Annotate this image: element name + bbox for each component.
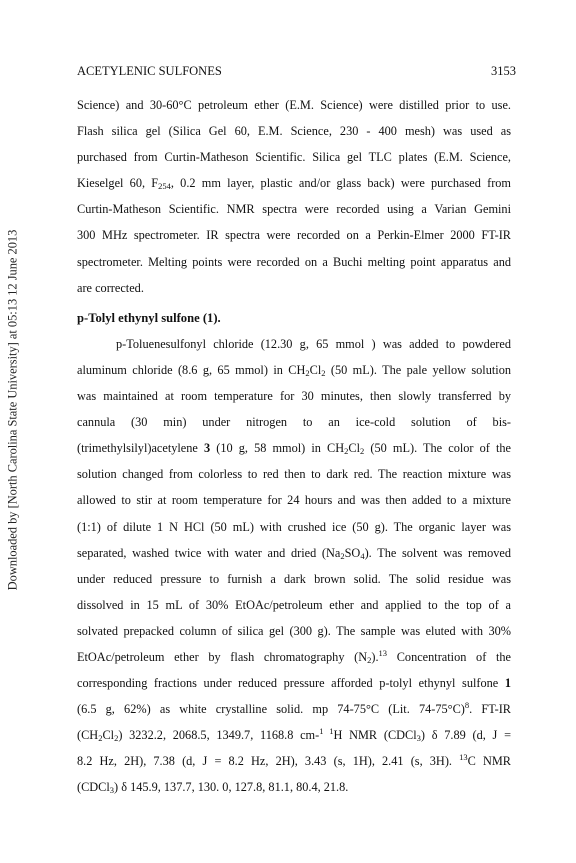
page-number: 3153 (491, 64, 516, 78)
text-line: separated, washed twice with water and dried $(Na_2SO_4)$. The solvent was removed (77, 545, 511, 561)
text-line: $(CH_2Cl_2)$ 3232.2, 2068.5, 1349.7, 1168.8 cm-$^1$ $^1$H NMR (CDCl$_3$) δ 7.89 (d, J = (77, 726, 511, 744)
text-line: (trimethylsilyl)acetylene 3 (10 g, 58 mmol) in $CH_2Cl_2$ (50 mL). The color of the (77, 441, 512, 457)
text-line: (CDCl$_3$) δ 145.9, 137.7, 130. 0, 127.8, 81.1, 80.4, 21.8. (77, 780, 349, 796)
text-line: (1:1) of dilute 1 N HCl (50 mL) with crushed ice (50 g). The organic layer was (77, 519, 511, 534)
text-line: 8.2 Hz, 2H), 7.38 (d, J = 8.2 Hz, 2H), 3.43 (s, 1H), 2.41 (s, 3H). $^{13}$C NMR (77, 752, 512, 769)
section-heading: p-Tolyl ethynyl sulfone (1). (77, 310, 221, 325)
text-line: under reduced pressure to furnish a dark brown solid. The solid residue was (77, 571, 511, 586)
article-body (77, 92, 511, 801)
running-title: ACETYLENIC SULFONES (77, 64, 222, 78)
text-line: allowed to stir at room temperature for 24 hours and was then added to a mixture (77, 493, 511, 508)
text-line: Science) and 30-60°C petroleum ether (E.M. Science) were distilled prior to use. (77, 98, 511, 112)
text-line: 300 MHz spectrometer. IR spectra were recorded on a Perkin-Elmer 2000 FT-IR (77, 228, 511, 243)
text-line: solvated prepacked column of silica gel (300 g). The sample was eluted with 30% (77, 623, 511, 638)
text-line: corresponding fractions under reduced pressure afforded p-tolyl ethynyl sulfone 1 (77, 676, 511, 691)
download-watermark (3, 140, 23, 680)
text-line: Curtin-Matheson Scientific. NMR spectra were recorded using a Varian Gemini (77, 202, 511, 217)
text-line: Flash silica gel (Silica Gel 60, E.M. Science, 230 - 400 mesh) was used as (77, 124, 511, 139)
text-line: (6.5 g, 62%) as white crystalline solid. mp 74-75°C (Lit. 74-75°C)$^8$. FT-IR (77, 700, 511, 717)
text-line: was maintained at room temperature for 30 minutes, then slowly transferred by (77, 389, 511, 404)
running-header (77, 64, 516, 79)
text-line: spectrometer. Melting points were recorded on a Buchi melting point apparatus and (77, 254, 511, 269)
text-line: cannula (30 min) under nitrogen to an ice-cold solution of bis- (77, 415, 511, 430)
text-line: dissolved in 15 mL of 30% EtOAc/petroleum ether and applied to the top of a (77, 597, 511, 612)
text-line: EtOAc/petroleum ether by flash chromatography $(N_2).^{13}$ Concentration of the (77, 647, 511, 665)
text-line: are corrected. (77, 280, 144, 295)
text-line: Kieselgel 60, $F_{254}$, 0.2 mm layer, plastic and/or glass back) were purchased from (77, 176, 511, 192)
text-line: aluminum chloride (8.6 g, 65 mmol) in $CH_2Cl_2$ (50 mL). The pale yellow solution (77, 362, 511, 378)
text-line: p-Toluenesulfonyl chloride (12.30 g, 65 mmol ) was added to powdered (116, 336, 511, 351)
text-line: purchased from Curtin-Matheson Scientific. Silica gel TLC plates (E.M. Science, (77, 150, 511, 165)
download-note: Downloaded by [North Carolina State University] at 05:13 12 June 2013 (5, 229, 20, 591)
text-line: solution changed from colorless to red then to dark red. The reaction mixture was (77, 467, 511, 482)
